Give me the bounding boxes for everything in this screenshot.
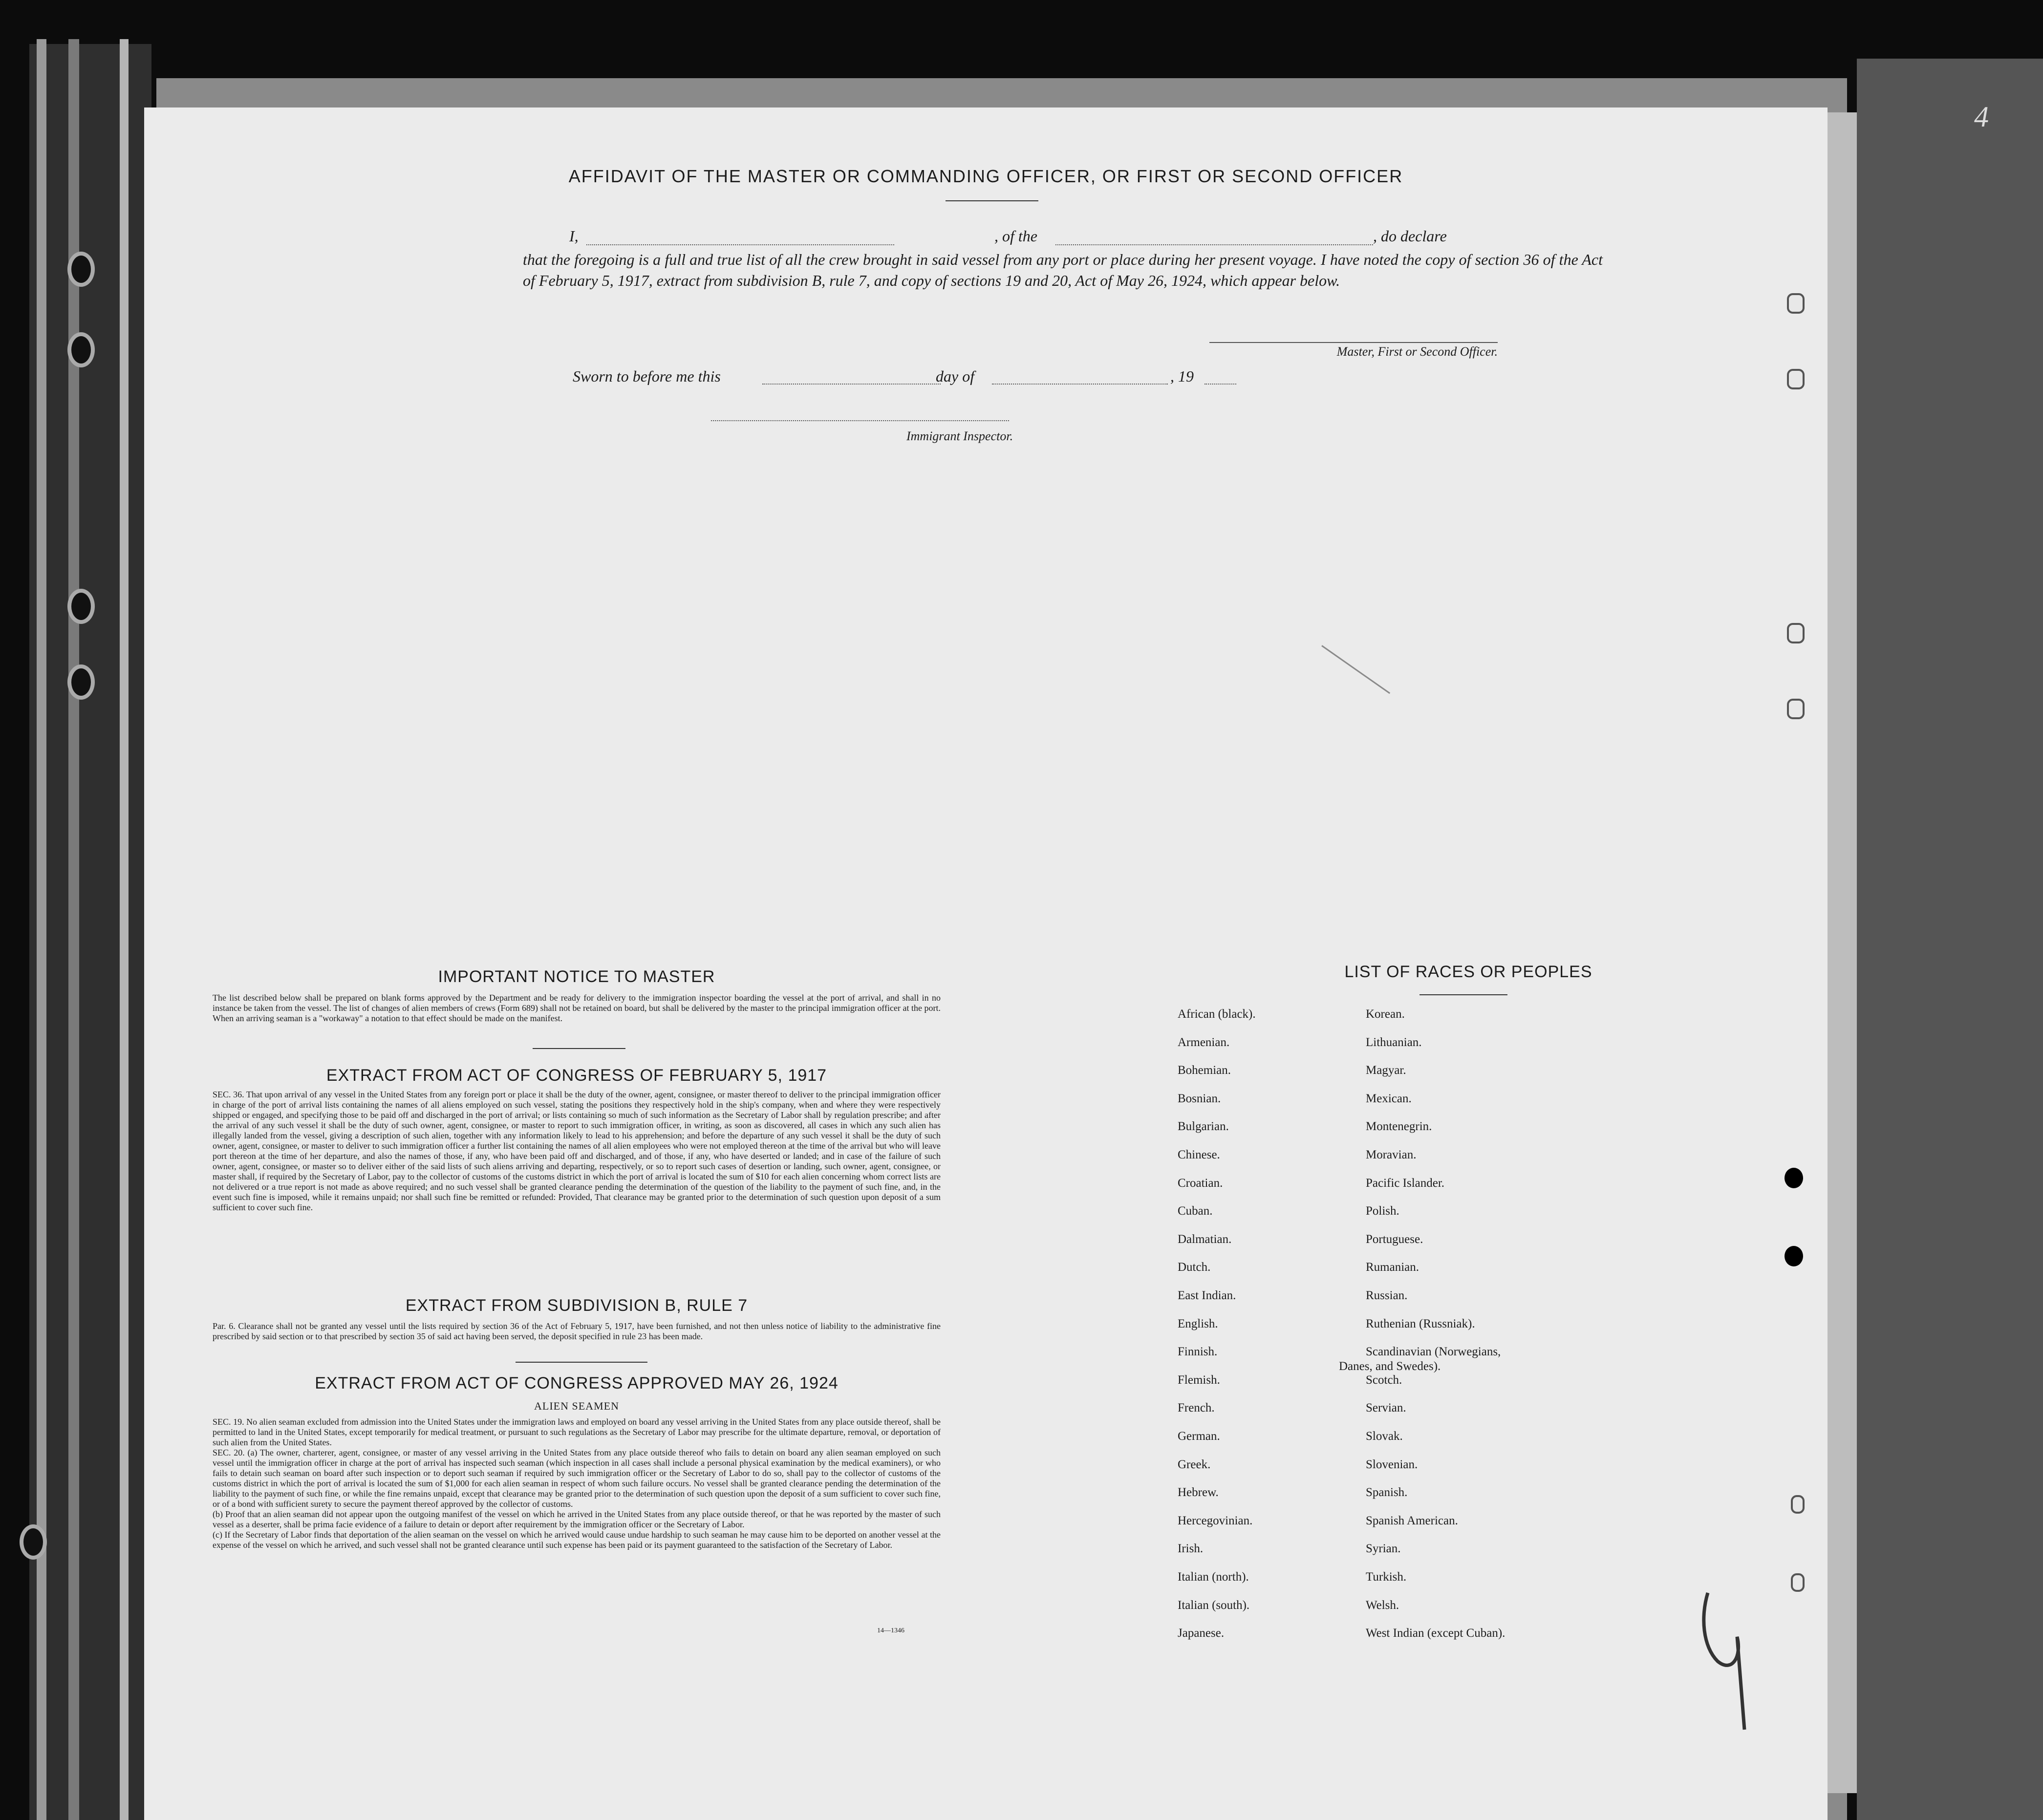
extract-1917-text: SEC. 36. That upon arrival of any vessel in the United States from any foreign port or place it shall be the duty of the owner, agent, consignee, or master thereof to deliver to the principal immigration officer in charge of the port of arrival lists containing the names of all aliens employed on such vessel, stating the positions they respectively hold in the ship's company, when and where they were respectively shipped or engaged, and specifying those to be paid off and discharged in the port of arrival; or lists containing so much of such information as the Secretary of Labor shall by regulation prescribe; and after the arrival of any such vessel it shall be the duty of such owner, agent, consignee, or master to report to such immigration officer, in writing, as soon as discovered, all cases in which any such alien has illegally landed from the vessel, giving a description of such alien, together with any information likely to lead to his apprehension; and before the departure of any such vessel it shall be the duty of such owner, agent, consignee, or master to deliver to such immigration officer a further list containing the names of all alien employees who were not employed thereon at the time of the arrival but who will leave port thereon at the time of her departure, and also the names of those, if any, who have been paid off and discharged, and of those, if any, who have deserted or landed; and in case of the failure of such owner, agent, consignee, or master so to deliver either of the said lists of such aliens arriving and departing, respectively, or so to report such cases of desertion or landing, such owner, agent, consignee, or master shall, if required by the Secretary of Labor, pay to the collector of customs of the customs district in which the port of arrival is located the sum of $10 for each alien concerning whom correct lists are not delivered or a true report is not made as above required; and no such vessel shall be granted clearance pending the determination of the question of the liability to the payment of such fine, and, in the event such fine is imposed, while it remains unpaid; nor shall such fine be remitted or refunded: Provided, That clearance may be granted prior to the determination of such question upon deposit of a sum sufficient to cover such fine. [213,1090,941,1212]
notice-title: IMPORTANT NOTICE TO MASTER [438,967,715,986]
affidavit-prefix: I, [569,227,579,245]
race-item: Italian (south). [1178,1598,1250,1612]
extract-1924-body [213,1417,941,1550]
sworn-year-blank [1204,384,1236,385]
inspector-caption: Immigrant Inspector. [906,429,1013,443]
page-edge [1828,112,1857,1793]
divider [533,1048,625,1049]
race-item: West Indian (except Cuban). [1366,1627,1505,1640]
sworn-year-text: , 19 [1170,367,1194,385]
race-item: Lithuanian. [1366,1035,1422,1049]
race-item: Scotch. [1366,1373,1402,1387]
extract-rule7-title: EXTRACT FROM SUBDIVISION B, RULE 7 [405,1296,748,1315]
race-item: Rumanian. [1366,1261,1419,1274]
punch-hole [1791,1495,1805,1514]
race-item: Flemish. [1178,1373,1220,1387]
race-item: Servian. [1366,1401,1406,1415]
race-item: Montenegrin. [1366,1120,1432,1134]
sworn-month-blank [992,384,1168,385]
race-item: Mexican. [1366,1092,1412,1105]
race-item: Greek. [1178,1457,1211,1471]
race-item: Italian (north). [1178,1570,1249,1584]
binder-strip [68,39,79,1820]
binder-ring-hole [67,252,95,287]
notice-text: The list described below shall be prepared on blank forms approved by the Department and be ready for delivery to the immigration inspector boarding the vessel at the port of arrival, and shall in no instance be taken from the vessel. The list of changes of alien members of crews (Form 689) shall not be retained on board, but shall be delivered by the master to the principal immigration officer at the port. When an arriving seaman is a "workaway" a notation to that effect should be made on the manifest. [213,993,941,1023]
race-item: Armenian. [1178,1035,1230,1049]
sec-19-text: SEC. 19. No alien seaman excluded from admission into the United States under the immigration laws and employed on board any vessel arriving in the United States from any place outside thereof, shall be permitted to land in the United States, except temporarily for medical treatment, or pursuant to such regulations as the Secretary of Labor may prescribe for the ultimate departure, removal, or deportation of such alien from the United States. [213,1417,941,1447]
races-title: LIST OF RACES OR PEOPLES [1344,963,1592,981]
race-item: Spanish American. [1366,1514,1458,1527]
race-item: French. [1178,1401,1215,1415]
race-item: Cuban. [1178,1204,1213,1218]
form-number: 14—1346 [877,1627,904,1634]
punch-hole [1787,369,1805,389]
divider [1419,994,1507,995]
race-item: Croatian. [1178,1176,1223,1190]
sec-20b-text: (b) Proof that an alien seaman did not appear upon the outgoing manifest of the vessel on which he arrived in the United States from any place outside thereof, or that he was reported by the master of such vessel as a deserter, shall be prima facie evidence of a failure to detain or deport after requirement by the immigration officer or the Secretary of Labor. [213,1509,941,1529]
race-item: Japanese. [1178,1627,1225,1640]
race-item: Slovenian. [1366,1457,1418,1471]
day-of-text: day of [936,367,975,385]
background-sheet [1857,59,2043,1820]
divider [516,1362,647,1363]
race-item: Spanish. [1366,1486,1408,1499]
alien-seamen-subtitle: ALIEN SEAMEN [534,1400,619,1412]
sec-20a-text: SEC. 20. (a) The owner, charterer, agent, consignee, or master of any vessel arriving in the United States from any place outside thereof who fails to detain on board any alien seaman employed on such vessel until the immigration officer in charge at the port of arrival has inspected such seaman (which inspection in all cases shall include a personal physical examination by the medical examiners), or who fails to detain such seaman on board after such inspection or to deport such seaman if required by such immigration officer or the Secretary of Labor to do so, shall pay to the collector of customs of the customs district in which the port of arrival is located the sum of $1,000 for each alien seaman in respect of whom such failure occurs. No vessel shall be granted clearance pending the determination of the liability to the payment of such fine, or while the fine remains unpaid, except that clearance may be granted prior to the determination of such question upon the deposit of a sum sufficient to cover such fine, or of a bond with sufficient surety to secure the payment thereof approved by the collector of customs. [213,1448,941,1509]
signature-caption: Master, First or Second Officer. [1336,344,1498,359]
race-item: Ruthenian (Russniak). [1366,1317,1475,1330]
sworn-day-blank [762,384,941,385]
race-item: Dutch. [1178,1261,1211,1274]
divider [946,200,1038,201]
race-item: Moravian. [1366,1148,1417,1161]
race-item: English. [1178,1317,1218,1330]
handwritten-mark [1698,1588,1781,1734]
race-item: Syrian. [1366,1542,1401,1556]
race-item: African (black). [1178,1007,1256,1021]
binder-ring-hole [20,1524,47,1560]
affidavit-paragraph: that the foregoing is a full and true list of all the crew brought in said vessel from any port or place during her present voyage. I have noted the copy of section 36 of the Act of February 5, 1917, extract from subdivision B, rule 7, and copy of sections 19 and 20, Act of May 26, 1924, which appear below. [523,251,1603,289]
signature-line [1209,342,1498,343]
race-item: Scandinavian (Norwegians, [1366,1345,1501,1359]
punch-hole [1787,699,1805,719]
race-item: East Indian. [1178,1289,1236,1302]
race-item: Bulgarian. [1178,1120,1229,1134]
race-item: Magyar. [1366,1064,1406,1077]
name-blank [586,244,894,245]
race-item: Slovak. [1366,1430,1403,1443]
race-item: Portuguese. [1366,1232,1423,1246]
affidavit-title: AFFIDAVIT OF THE MASTER OR COMMANDING OFFICER, OR FIRST OR SECOND OFFICER [568,166,1403,186]
sec-20c-text: (c) If the Secretary of Labor finds that deportation of the alien seaman on the vessel on which he arrived would cause undue hardship to such seaman he may cause him to be deported on another vessel at the expense of the vessel on which he arrived, and such vessel shall not be granted clearance until such expense has been paid or its payment guaranteed to the satisfaction of the Secretary of Labor. [213,1530,941,1550]
punch-hole [1785,1168,1803,1188]
inspector-signature-line [711,420,1009,421]
manifest-page [144,107,1828,1820]
of-the-text: , of the [994,227,1037,245]
race-item: Polish. [1366,1204,1399,1218]
vessel-blank [1055,244,1373,245]
punch-hole [1787,623,1805,643]
race-item: Irish. [1178,1542,1204,1556]
race-item: German. [1178,1430,1220,1443]
declare-text: , do declare [1373,227,1447,245]
punch-hole [1791,1573,1805,1592]
race-item: Russian. [1366,1289,1408,1302]
punch-hole [1787,293,1805,314]
binder-ring-hole [67,589,95,624]
extract-1924-title: EXTRACT FROM ACT OF CONGRESS APPROVED MAY 26, 1924 [315,1374,839,1392]
race-item: Welsh. [1366,1598,1399,1612]
binder-ring-hole [67,664,95,700]
race-item: Pacific Islander. [1366,1176,1445,1190]
sworn-prefix: Sworn to before me this [573,367,721,385]
race-item: Hercegovinian. [1178,1514,1253,1527]
binder-edge [29,44,151,1820]
binder-strip [120,39,129,1820]
page-number-mark: 4 [1974,101,1989,133]
punch-hole [1785,1246,1803,1266]
binder-ring-hole [67,332,95,367]
extract-1917-title: EXTRACT FROM ACT OF CONGRESS OF FEBRUARY 5, 1917 [326,1066,827,1085]
race-item: Finnish. [1178,1345,1218,1359]
race-item: Hebrew. [1178,1486,1219,1499]
race-item: Bosnian. [1178,1092,1221,1105]
race-item: Danes, and Swedes). [1339,1360,1441,1373]
race-item: Turkish. [1366,1570,1407,1584]
pencil-mark [1321,645,1390,694]
race-item: Chinese. [1178,1148,1220,1161]
race-item: Korean. [1366,1007,1405,1021]
race-item: Bohemian. [1178,1064,1231,1077]
extract-rule7-text: Par. 6. Clearance shall not be granted any vessel until the lists required by section 36 of the Act of February 5, 1917, have been furnished, and not then unless notice of liability to the administrative fine prescribed by said section or to that prescribed by section 35 of said act having been served, the deposit specified in rule 23 has been made. [213,1321,941,1341]
race-item: Dalmatian. [1178,1232,1232,1246]
